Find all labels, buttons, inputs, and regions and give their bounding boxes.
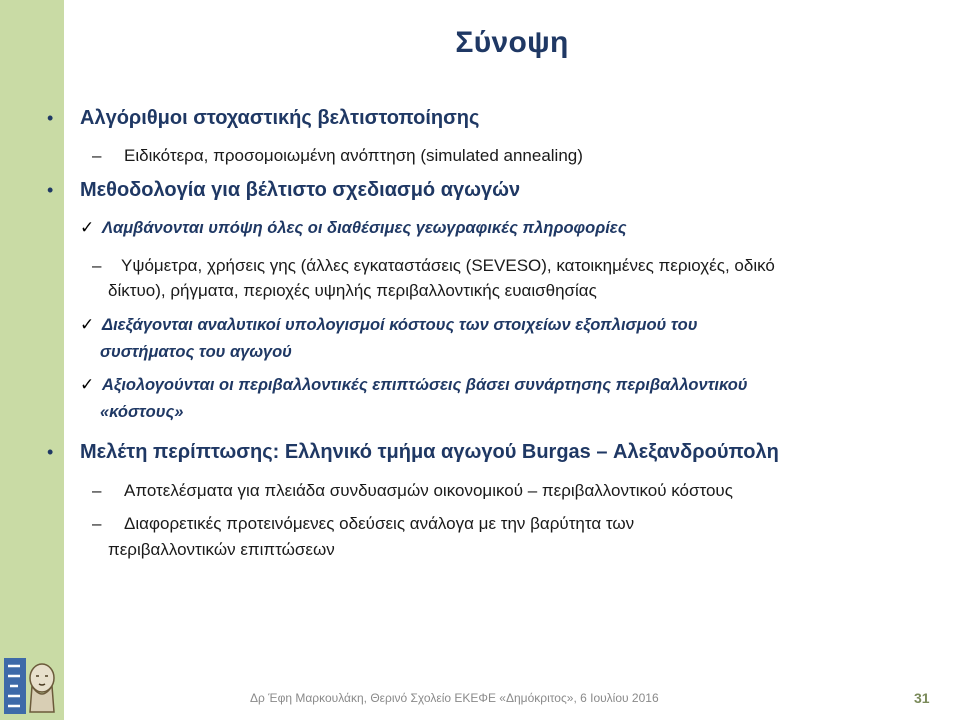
bullet-icon: • xyxy=(47,108,54,128)
summary-item-optimization: Αλγόριθμοι στοχαστικής βελτιστοποίησης xyxy=(80,107,480,129)
slide-title: Σύνοψη xyxy=(455,26,569,59)
summary-check-cost-line1: Διεξάγονται αναλυτικοί υπολογισμοί κόστους των στοιχείων εξοπλισμού του xyxy=(102,316,698,334)
dash-icon: – xyxy=(92,256,102,275)
summary-subitem-annealing: Ειδικότερα, προσομοιωμένη ανόπτηση (simulated annealing) xyxy=(124,146,583,165)
summary-subitem-landuse-line2: δίκτυο), ρήγματα, περιοχές υψηλής περιβαλλοντικής ευαισθησίας xyxy=(108,281,597,300)
summary-subitem-routes-line1: Διαφορετικές προτεινόμενες οδεύσεις ανάλογα με την βαρύτητα των xyxy=(124,514,635,533)
summary-subitem-routes-line2: περιβαλλοντικών επιπτώσεων xyxy=(108,540,335,559)
dash-icon: – xyxy=(92,146,102,165)
check-icon: ✓ xyxy=(80,218,95,237)
summary-check-environment-line1: Αξιολογούνται οι περιβαλλοντικές επιπτώσεις βάσει συνάρτησης περιβαλλοντικού xyxy=(102,376,748,394)
summary-subitem-results: Αποτελέσματα για πλειάδα συνδυασμών οικονομικού – περιβαλλοντικού κόστους xyxy=(124,481,733,500)
dash-icon: – xyxy=(92,481,102,500)
summary-check-environment-line2: «κόστους» xyxy=(100,403,184,421)
bullet-icon: • xyxy=(47,180,54,200)
summary-subitem-landuse-line1: Υψόμετρα, χρήσεις γης (άλλες εγκαταστάσεις (SEVESO), κατοικημένες περιοχές, οδικό xyxy=(121,256,775,275)
bullet-icon: • xyxy=(47,442,54,462)
dash-icon: – xyxy=(92,514,102,533)
summary-item-case-study: Μελέτη περίπτωσης: Ελληνικό τμήμα αγωγού Burgas – Αλεξανδρούπολη xyxy=(80,441,779,463)
summary-item-methodology: Μεθοδολογία για βέλτιστο σχεδιασμό αγωγών xyxy=(80,179,521,201)
check-icon: ✓ xyxy=(80,375,95,394)
summary-check-geographic: Λαμβάνονται υπόψη όλες οι διαθέσιμες γεωγραφικές πληροφορίες xyxy=(102,219,627,237)
check-icon: ✓ xyxy=(80,315,95,334)
slide-footer: Δρ Έφη Μαρκουλάκη, Θερινό Σχολείο ΕΚΕΦΕ «Δημόκριτος», 6 Ιουλίου 2016 xyxy=(250,691,659,705)
page-number: 31 xyxy=(914,690,930,706)
summary-check-cost-line2: συστήματος του αγωγού xyxy=(100,343,292,361)
